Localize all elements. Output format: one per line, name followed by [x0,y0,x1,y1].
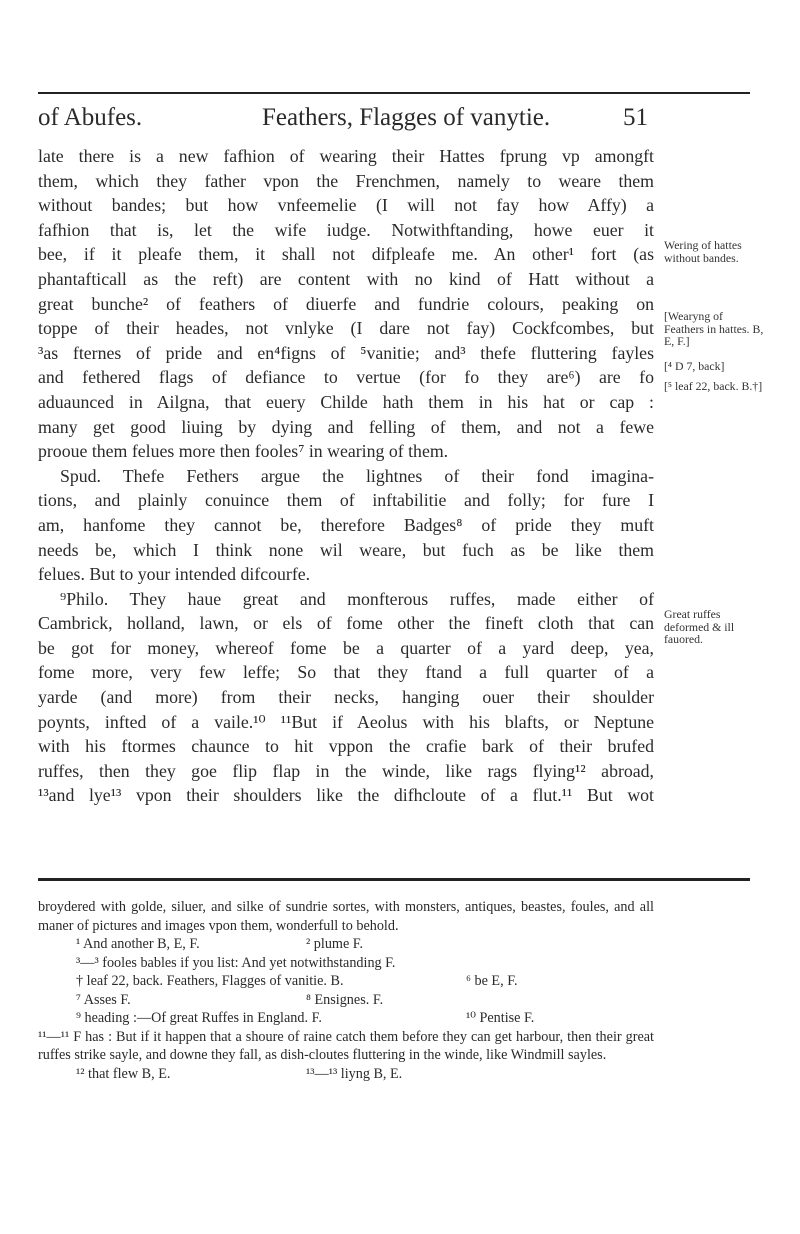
footnote: ⁹ heading :—Of great Ruffes in England. F. [76,1010,322,1026]
footnote: ¹⁰ Pentise F. [466,1010,535,1026]
text-line: prooue them felues more then fooles⁷ in wearing of them. [38,441,449,462]
text-line: ⁹Philo. They haue great and monfterous ruffes, made either of [60,588,654,609]
text-line: and fethered flags of defiance to vertue (for fo they are⁶) are fo [38,367,654,388]
footnote: ⁸ Ensignes. F. [306,991,384,1008]
main-text [38,144,654,808]
text-line: yarde (and more) from their necks, hanging ouer their shoulder [38,687,654,708]
running-header [38,104,648,134]
text-line: felues. But to your intended difcourfe. [38,564,311,585]
footnote: ³—³ fooles bables if you list: And yet notwithstanding F. [76,954,396,971]
text-line: phantafticall as the reft) are content with no kind of Hatt without a [38,268,654,289]
footnote: ¹ And another B, E, F. [76,936,200,952]
text-line: late there is a new fafhion of wearing their Hattes fprung vp amongft [38,146,654,166]
text-line: Cambrick, holland, lawn, or els of fome other the fineft cloth that can [38,613,654,634]
footnote: ¹² that flew B, E. [76,1065,171,1082]
text-line: fafhion that is, let the wife iudge. Notwithftanding, howe euer it [38,219,654,240]
footnotes [38,898,654,1083]
text-line: tions, and plainly conuince them of inftabilitie and folly; for fure I [38,490,654,511]
top-rule [38,92,750,94]
text-line: many get good liuing by dying and felling of them, and not a fewe [38,416,654,437]
text-line: ¹³and lye¹³ vpon their shoulders like the difhcloute of a flut.¹¹ But wot [38,785,654,806]
text-line: great bunche² of feathers of diuerfe and fundrie colours, peaking on [38,293,654,314]
text-line: aduaunced in Ailgna, that euery Childe hath them in his hat or cap : [38,391,654,412]
margin-note: [⁵ leaf 22, back. B.†] [664,379,763,393]
header-left: of Abufes. [38,104,143,131]
header-title: Feathers, Flagges of vanytie. [262,104,551,131]
margin-note: Wering of hattes without bandes. [664,238,742,265]
footnote: ⁶ be E, F. [466,973,518,989]
footnote: ¹³—¹³ liyng B, E. [306,1065,403,1082]
text-line: toppe of their heades, not vnlyke (I dare not fay) Cockfcombes, but [38,318,654,339]
text-line: be got for money, whereof fome be a quarter of a yard deep, yea, [38,637,654,658]
text-line: ruffes, then they goe flip flap in the winde, like rags flying¹² abroad, [38,760,654,781]
footnote-continuation: broydered with golde, siluer, and silke of sundrie sortes, with monsters, antiques, beastes, foules, and all maner of pictures and images vpon them, wonderfull to behold. [38,899,654,934]
footnote: ¹¹—¹¹ F has : But if it happen that a shoure of raine catch them before they can get harbour, then their great ruffes strike sayle, and downe they fall, as dish-cloutes fluttering in the winde, like Windmill sayles. [38,1028,654,1063]
text-line: fome more, very few leffe; So that they ftand a full quarter of a [38,662,654,683]
text-line: needs be, which I think none wil weare, but fuch as be like them [38,539,654,560]
text-line: with his ftormes chaunce to hit vppon the crafie bark of their brufed [38,736,654,757]
footnote: ⁷ Asses F. [76,991,131,1008]
margin-note: [Wearyng of Feathers in hattes. B, E, F.] [664,309,764,348]
margin-note: [⁴ D 7, back] [664,359,725,373]
text-line: poynts, infted of a vaile.¹⁰ ¹¹But if Aeolus with his blafts, or Neptune [38,711,654,732]
text-line: ³as fternes of pride and en⁴figns of ⁵vanitie; and³ thefe fluttering fayles [38,342,654,363]
page-number: 51 [623,104,648,131]
text-line: them, which they father vpon the Frenchmen, namely to weare them [38,170,654,191]
text-line: bee, if it pleafe them, it shall not difpleafe me. An other¹ fort (as [38,244,654,265]
footnote: † leaf 22, back. Feathers, Flagges of vanitie. B. [76,973,344,989]
text-line: Spud. Thefe Fethers argue the lightnes of their fond imagina- [60,465,654,486]
text-line: am, hanfome they cannot be, therefore Badges⁸ of pride they muft [38,514,654,535]
text-line: without bandes; but how vnfeemelie (I will not fay how Affy) a [38,195,654,216]
margin-note: Great ruffes deformed & ill fauored. [664,607,735,646]
bottom-rule [38,878,750,881]
footnote: ² plume F. [306,936,364,952]
